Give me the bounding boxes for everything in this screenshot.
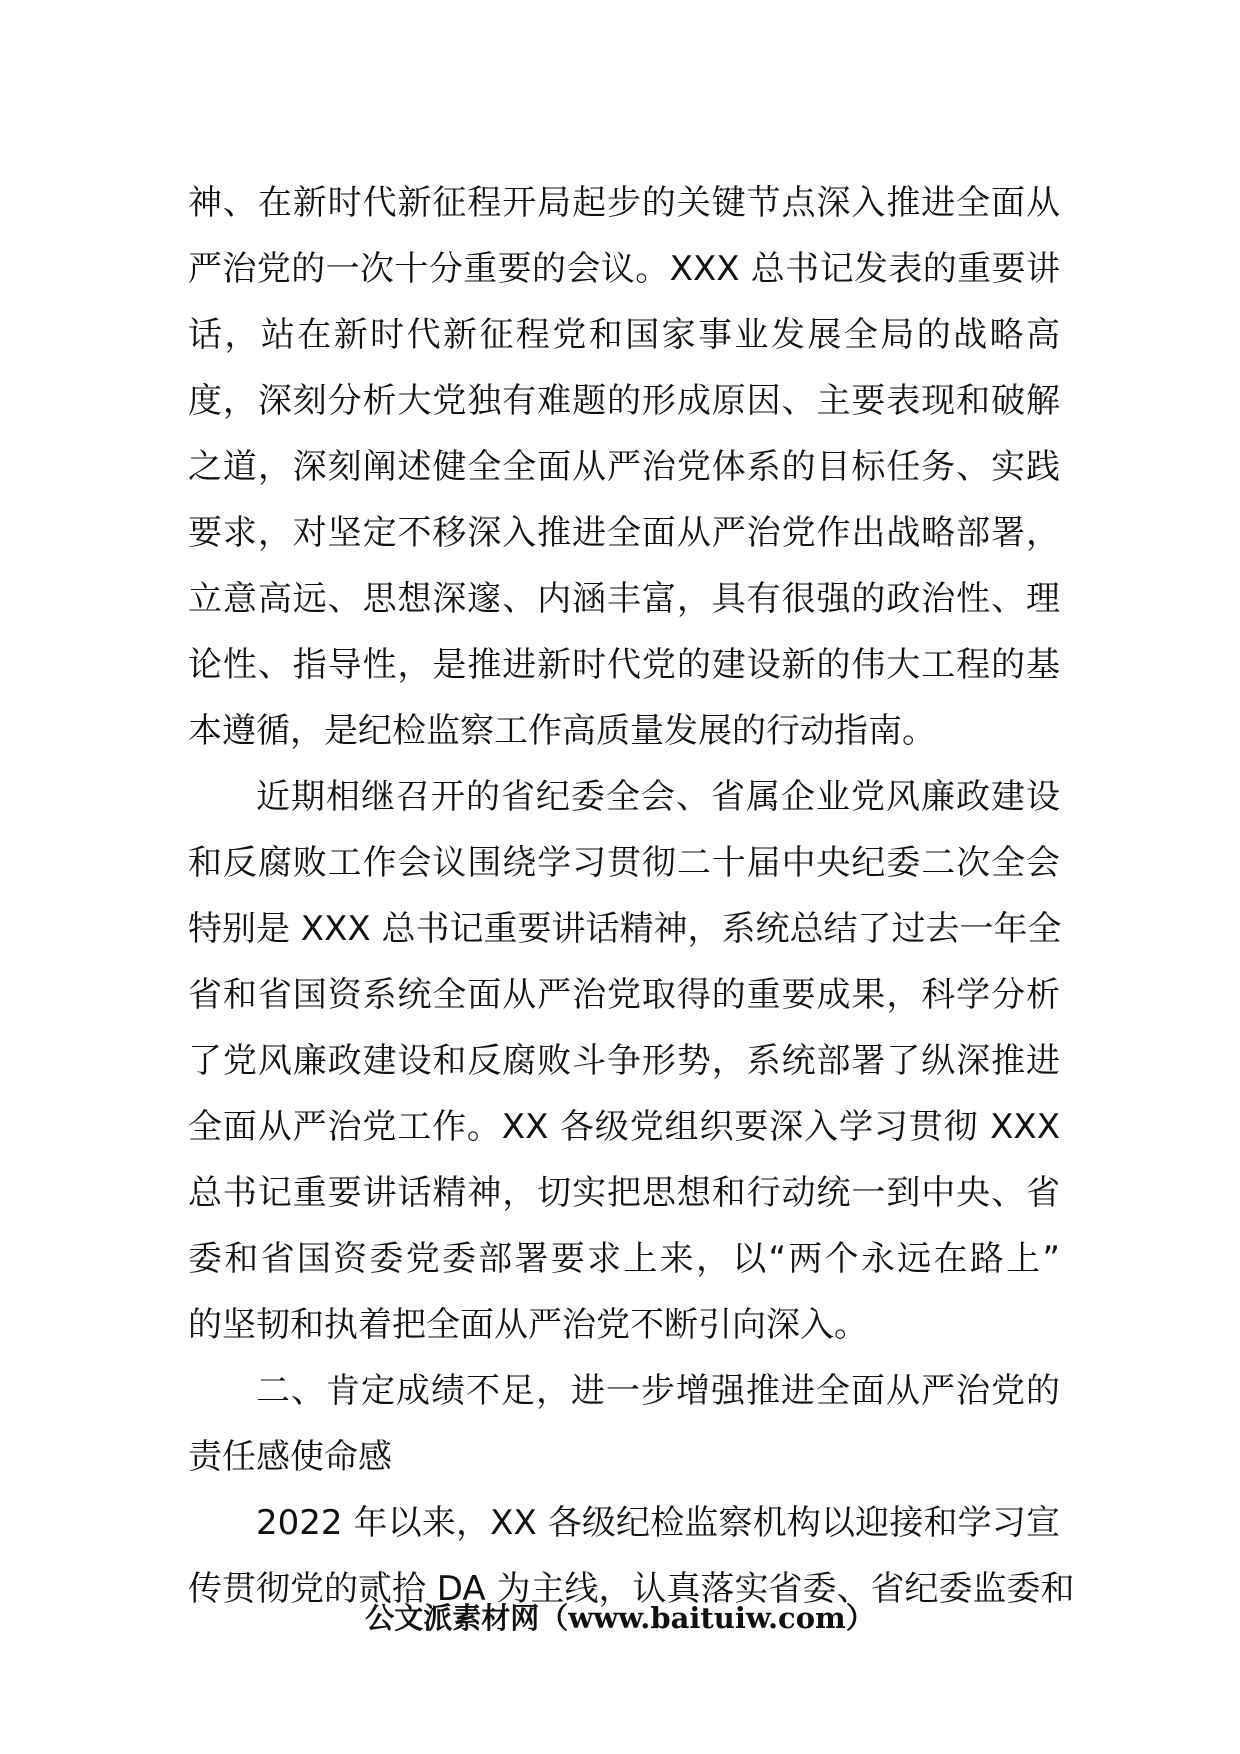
body-line: 度，深刻分析大党独有难题的形成原因、主要表现和破解: [188, 381, 1060, 421]
body-line: 要求，对坚定不移深入推进全面从严治党作出战略部署，: [188, 513, 1060, 553]
body-line: 神、在新时代新征程开局起步的关键节点深入推进全面从: [188, 183, 1060, 223]
body-line: 特别是 XXX 总书记重要讲话精神，系统总结了过去一年全: [188, 909, 1062, 949]
body-line: 总书记重要讲话精神，切实把思想和行动统一到中央、省: [188, 1173, 1060, 1213]
body-line: 论性、指导性，是推进新时代党的建设新的伟大工程的基: [188, 645, 1060, 685]
body-line: 传贯彻党的贰拾 DA 为主线，认真落实省委、省纪委监委和: [188, 1569, 1075, 1609]
body-line: 委和省国资委党委部署要求上来，以“两个永远在路上”: [188, 1239, 1060, 1279]
body-line: 之道，深刻阐述健全全面从严治党体系的目标任务、实践: [188, 447, 1060, 487]
body-line: 和反腐败工作会议围绕学习贯彻二十届中央纪委二次全会: [188, 843, 1060, 883]
section-heading-continuation: 责任感使命感: [188, 1437, 392, 1477]
body-line: 省和省国资系统全面从严治党取得的重要成果，科学分析: [188, 975, 1060, 1015]
body-line: 了党风廉政建设和反腐败斗争形势，系统部署了纵深推进: [188, 1041, 1060, 1081]
section-heading: 二、肯定成绩不足，进一步增强推进全面从严治党的: [256, 1371, 1060, 1411]
body-line: 严治党的一次十分重要的会议。XXX 总书记发表的重要讲: [188, 249, 1060, 289]
body-line: 立意高远、思想深邃、内涵丰富，具有很强的政治性、理: [188, 579, 1060, 619]
body-line: 话，站在新时代新征程党和国家事业发展全局的战略高: [188, 315, 1060, 355]
body-line: 的坚韧和执着把全面从严治党不断引向深入。: [188, 1305, 868, 1345]
footer-watermark: 公文派素材网（www.baituiw.com）: [365, 1601, 875, 1635]
body-line: 全面从严治党工作。XX 各级党组织要深入学习贯彻 XXX: [188, 1107, 1060, 1147]
body-line: 本遵循，是纪检监察工作高质量发展的行动指南。: [188, 711, 936, 751]
paragraph-first-line: 近期相继召开的省纪委全会、省属企业党风廉政建设: [256, 777, 1060, 817]
paragraph-first-line: 2022 年以来，XX 各级纪检监察机构以迎接和学习宣: [256, 1503, 1060, 1543]
document-body: [188, 170, 1075, 1622]
